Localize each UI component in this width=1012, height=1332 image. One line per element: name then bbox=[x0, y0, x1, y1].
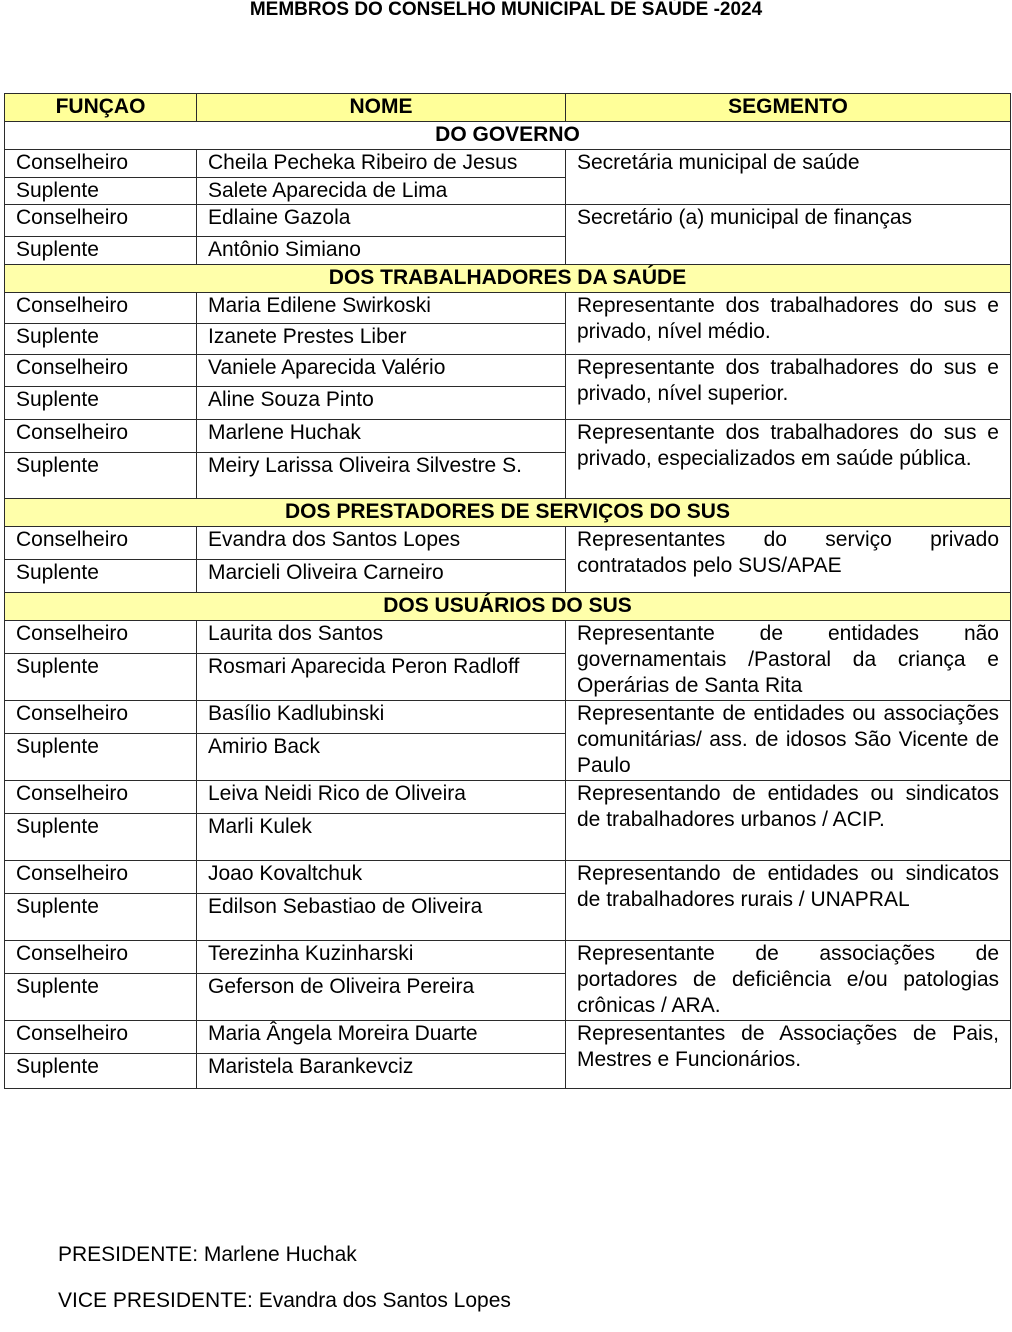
name-cell: Izanete Prestes Liber bbox=[197, 324, 566, 355]
section-title: DOS PRESTADORES DE SERVIÇOS DO SUS bbox=[5, 499, 1011, 527]
vice-president-line: VICE PRESIDENTE: Evandra dos Santos Lopes bbox=[58, 1289, 511, 1312]
name-cell: Laurita dos Santos bbox=[197, 621, 566, 654]
role-cell: Conselheiro bbox=[5, 781, 197, 814]
role-cell: Conselheiro bbox=[5, 941, 197, 974]
name-cell: Leiva Neidi Rico de Oliveira bbox=[197, 781, 566, 814]
role-cell: Conselheiro bbox=[5, 205, 197, 237]
role-cell: Conselheiro bbox=[5, 621, 197, 654]
role-cell: Suplente bbox=[5, 237, 197, 265]
role-cell: Suplente bbox=[5, 654, 197, 701]
name-cell: Aline Souza Pinto bbox=[197, 387, 566, 420]
table-row bbox=[5, 781, 1011, 814]
role-cell: Suplente bbox=[5, 734, 197, 781]
name-cell: Maria Ângela Moreira Duarte bbox=[197, 1021, 566, 1054]
name-cell: Antônio Simiano bbox=[197, 237, 566, 265]
table-row bbox=[5, 205, 1011, 237]
segment-cell: Representante de entidades não governamentais /Pastoral da criança e Operárias de Santa Rita bbox=[566, 621, 1011, 701]
name-cell: Terezinha Kuzinharski bbox=[197, 941, 566, 974]
table-row bbox=[5, 355, 1011, 387]
segment-cell: Secretária municipal de saúde bbox=[566, 150, 1011, 205]
table-header-row bbox=[5, 94, 1011, 122]
role-cell: Suplente bbox=[5, 1054, 197, 1089]
name-cell: Maristela Barankevciz bbox=[197, 1054, 566, 1089]
role-cell: Conselheiro bbox=[5, 355, 197, 387]
segment-cell: Representante dos trabalhadores do sus e privado, nível médio. bbox=[566, 293, 1011, 355]
segment-cell: Representantes de Associações de Pais, Mestres e Funcionários. bbox=[566, 1021, 1011, 1089]
role-cell: Conselheiro bbox=[5, 293, 197, 324]
segment-cell: Representante dos trabalhadores do sus e privado, especializados em saúde pública. bbox=[566, 420, 1011, 499]
name-cell: Marcieli Oliveira Carneiro bbox=[197, 560, 566, 593]
section-prestadores bbox=[5, 499, 1011, 527]
segment-cell: Representante dos trabalhadores do sus e privado, nível superior. bbox=[566, 355, 1011, 420]
name-cell: Geferson de Oliveira Pereira bbox=[197, 974, 566, 1021]
role-cell: Suplente bbox=[5, 324, 197, 355]
name-cell: Evandra dos Santos Lopes bbox=[197, 527, 566, 560]
role-cell: Conselheiro bbox=[5, 861, 197, 894]
role-cell: Conselheiro bbox=[5, 1021, 197, 1054]
header-segmento: SEGMENTO bbox=[566, 94, 1011, 122]
section-title: DOS TRABALHADORES DA SAÚDE bbox=[5, 265, 1011, 293]
segment-cell: Representante de associações de portadores de deficiência e/ou patologias crônicas / ARA. bbox=[566, 941, 1011, 1021]
role-cell: Suplente bbox=[5, 894, 197, 941]
table-row bbox=[5, 527, 1011, 560]
name-cell: Marli Kulek bbox=[197, 814, 566, 861]
header-nome: NOME bbox=[197, 94, 566, 122]
section-title: DOS USUÁRIOS DO SUS bbox=[5, 593, 1011, 621]
name-cell: Joao Kovaltchuk bbox=[197, 861, 566, 894]
council-members-table bbox=[4, 93, 1011, 1089]
segment-cell: Representante de entidades ou associações comunitárias/ ass. de idosos São Vicente de Paulo bbox=[566, 701, 1011, 781]
document-title: MEMBROS DO CONSELHO MUNICIPAL DE SAÚDE -2024 bbox=[249, 0, 763, 20]
name-cell: Maria Edilene Swirkoski bbox=[197, 293, 566, 324]
role-cell: Suplente bbox=[5, 453, 197, 499]
segment-cell: Representando de entidades ou sindicatos de trabalhadores urbanos / ACIP. bbox=[566, 781, 1011, 861]
role-cell: Conselheiro bbox=[5, 527, 197, 560]
table-row bbox=[5, 701, 1011, 734]
role-cell: Suplente bbox=[5, 814, 197, 861]
section-trabalhadores bbox=[5, 265, 1011, 293]
name-cell: Vaniele Aparecida Valério bbox=[197, 355, 566, 387]
table-row bbox=[5, 621, 1011, 654]
segment-cell: Representantes do serviço privado contratados pelo SUS/APAE bbox=[566, 527, 1011, 593]
name-cell: Salete Aparecida de Lima bbox=[197, 178, 566, 205]
role-cell: Suplente bbox=[5, 178, 197, 205]
name-cell: Amirio Back bbox=[197, 734, 566, 781]
table-row bbox=[5, 293, 1011, 324]
role-cell: Suplente bbox=[5, 974, 197, 1021]
header-funcao: FUNÇAO bbox=[5, 94, 197, 122]
table-row bbox=[5, 861, 1011, 894]
role-cell: Conselheiro bbox=[5, 701, 197, 734]
name-cell: Meiry Larissa Oliveira Silvestre S. bbox=[197, 453, 566, 499]
name-cell: Rosmari Aparecida Peron Radloff bbox=[197, 654, 566, 701]
role-cell: Suplente bbox=[5, 387, 197, 420]
name-cell: Edilson Sebastiao de Oliveira bbox=[197, 894, 566, 941]
role-cell: Suplente bbox=[5, 560, 197, 593]
table-row bbox=[5, 150, 1011, 178]
table-row bbox=[5, 420, 1011, 453]
president-line: PRESIDENTE: Marlene Huchak bbox=[58, 1243, 357, 1266]
name-cell: Marlene Huchak bbox=[197, 420, 566, 453]
name-cell: Basílio Kadlubinski bbox=[197, 701, 566, 734]
table-row bbox=[5, 941, 1011, 974]
role-cell: Conselheiro bbox=[5, 150, 197, 178]
section-usuarios bbox=[5, 593, 1011, 621]
segment-cell: Secretário (a) municipal de finanças bbox=[566, 205, 1011, 265]
name-cell: Cheila Pecheka Ribeiro de Jesus bbox=[197, 150, 566, 178]
segment-cell: Representando de entidades ou sindicatos de trabalhadores rurais / UNAPRAL bbox=[566, 861, 1011, 941]
name-cell: Edlaine Gazola bbox=[197, 205, 566, 237]
role-cell: Conselheiro bbox=[5, 420, 197, 453]
table-row bbox=[5, 1021, 1011, 1054]
section-governo bbox=[5, 122, 1011, 150]
section-title: DO GOVERNO bbox=[5, 122, 1011, 150]
